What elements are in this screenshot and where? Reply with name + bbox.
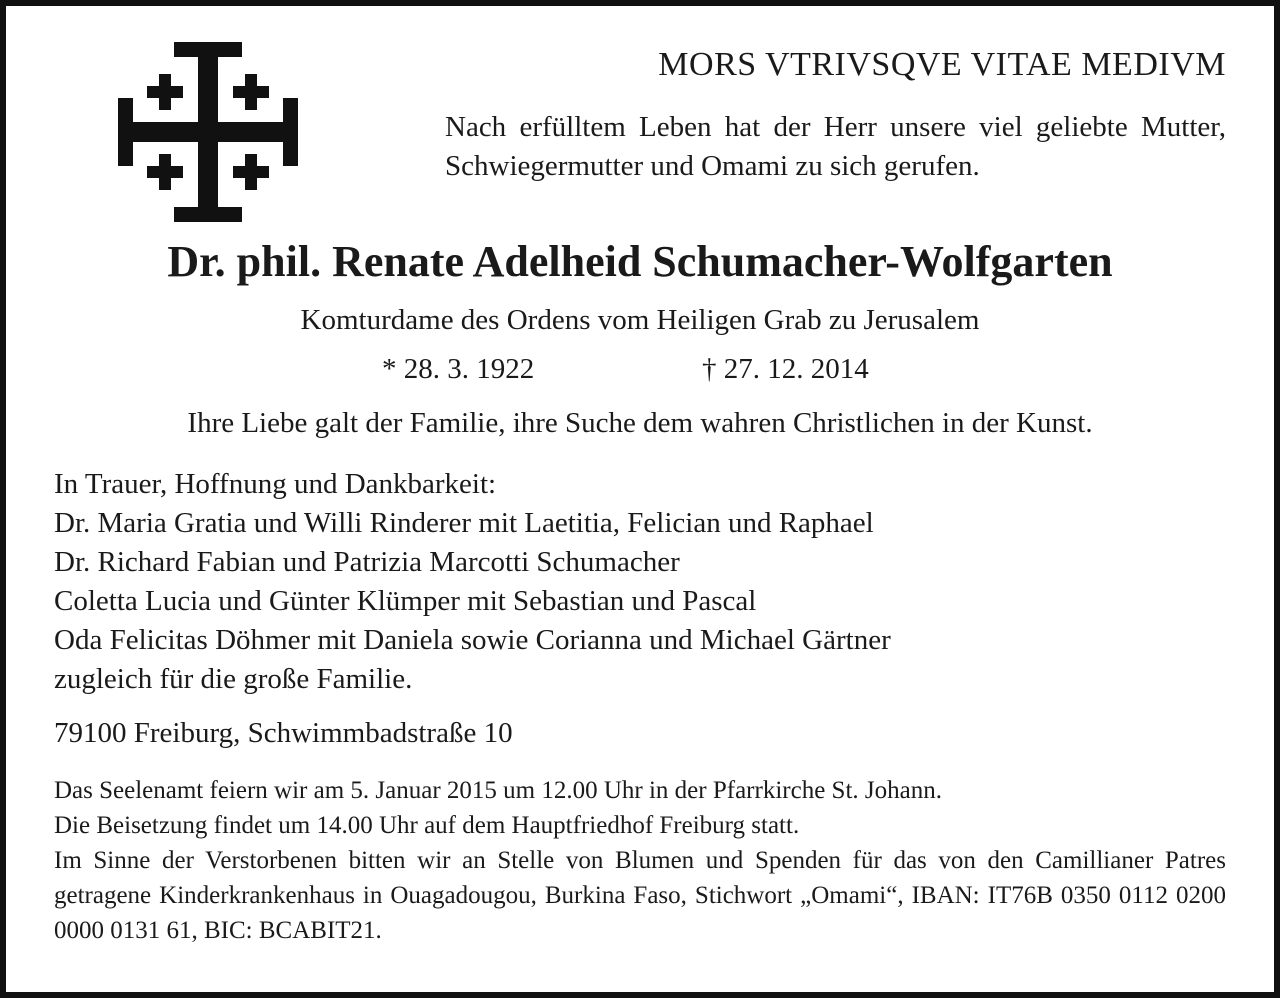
intro-text: Nach erfülltem Leben hat der Herr unsere viel geliebte Mutter, Schwiegermutter und Omami zu sich gerufen.	[445, 111, 1226, 182]
mourner-line: zugleich für die große Familie.	[54, 663, 413, 695]
tribute-line: Ihre Liebe galt der Familie, ihre Suche dem wahren Christlichen in der Kunst.	[187, 407, 1093, 439]
death-date: † 27. 12. 2014	[702, 353, 869, 385]
requiem-info: Das Seelenamt feiern wir am 5. Januar 2015 um 12.00 Uhr in der Pfarrkirche St. Johann.	[54, 777, 942, 804]
service-notice	[54, 773, 1226, 948]
mourner-line: Oda Felicitas Döhmer mit Daniela sowie Corianna und Michael Gärtner	[54, 624, 891, 656]
deceased-title: Komturdame des Ordens vom Heiligen Grab zu Jerusalem	[300, 304, 980, 336]
burial-info: Die Beisetzung findet um 14.00 Uhr auf dem Hauptfriedhof Freiburg statt.	[54, 812, 800, 839]
motto: MORS VTRIVSQVE VITAE MEDIVM	[658, 46, 1226, 83]
mourners-list	[54, 465, 1234, 699]
deceased-name: Dr. phil. Renate Adelheid Schumacher-Wolfgarten	[167, 237, 1113, 286]
family-address: 79100 Freiburg, Schwimmbadstraße 10	[54, 717, 513, 749]
donation-info: Im Sinne der Verstorbenen bitten wir an Stelle von Blumen und Spenden für das von den Camillianer Patres getragene Kinderkrankenhaus in Ouagadougou, Burkina Faso, Stichwort „Omami“, IBAN: IT76B 0350 0112 0200 0000 0131 61, BIC: BCABIT21.	[54, 847, 1226, 944]
mourner-line: Dr. Maria Gratia und Willi Rinderer mit Laetitia, Felician und Raphael	[54, 507, 874, 539]
mourner-line: Coletta Lucia und Günter Klümper mit Sebastian und Pascal	[54, 585, 757, 617]
birth-date: * 28. 3. 1922	[382, 353, 535, 385]
mourners-heading: In Trauer, Hoffnung und Dankbarkeit:	[54, 468, 497, 500]
mourner-line: Dr. Richard Fabian und Patrizia Marcotti Schumacher	[54, 546, 680, 578]
jerusalem-cross-icon	[118, 42, 298, 222]
